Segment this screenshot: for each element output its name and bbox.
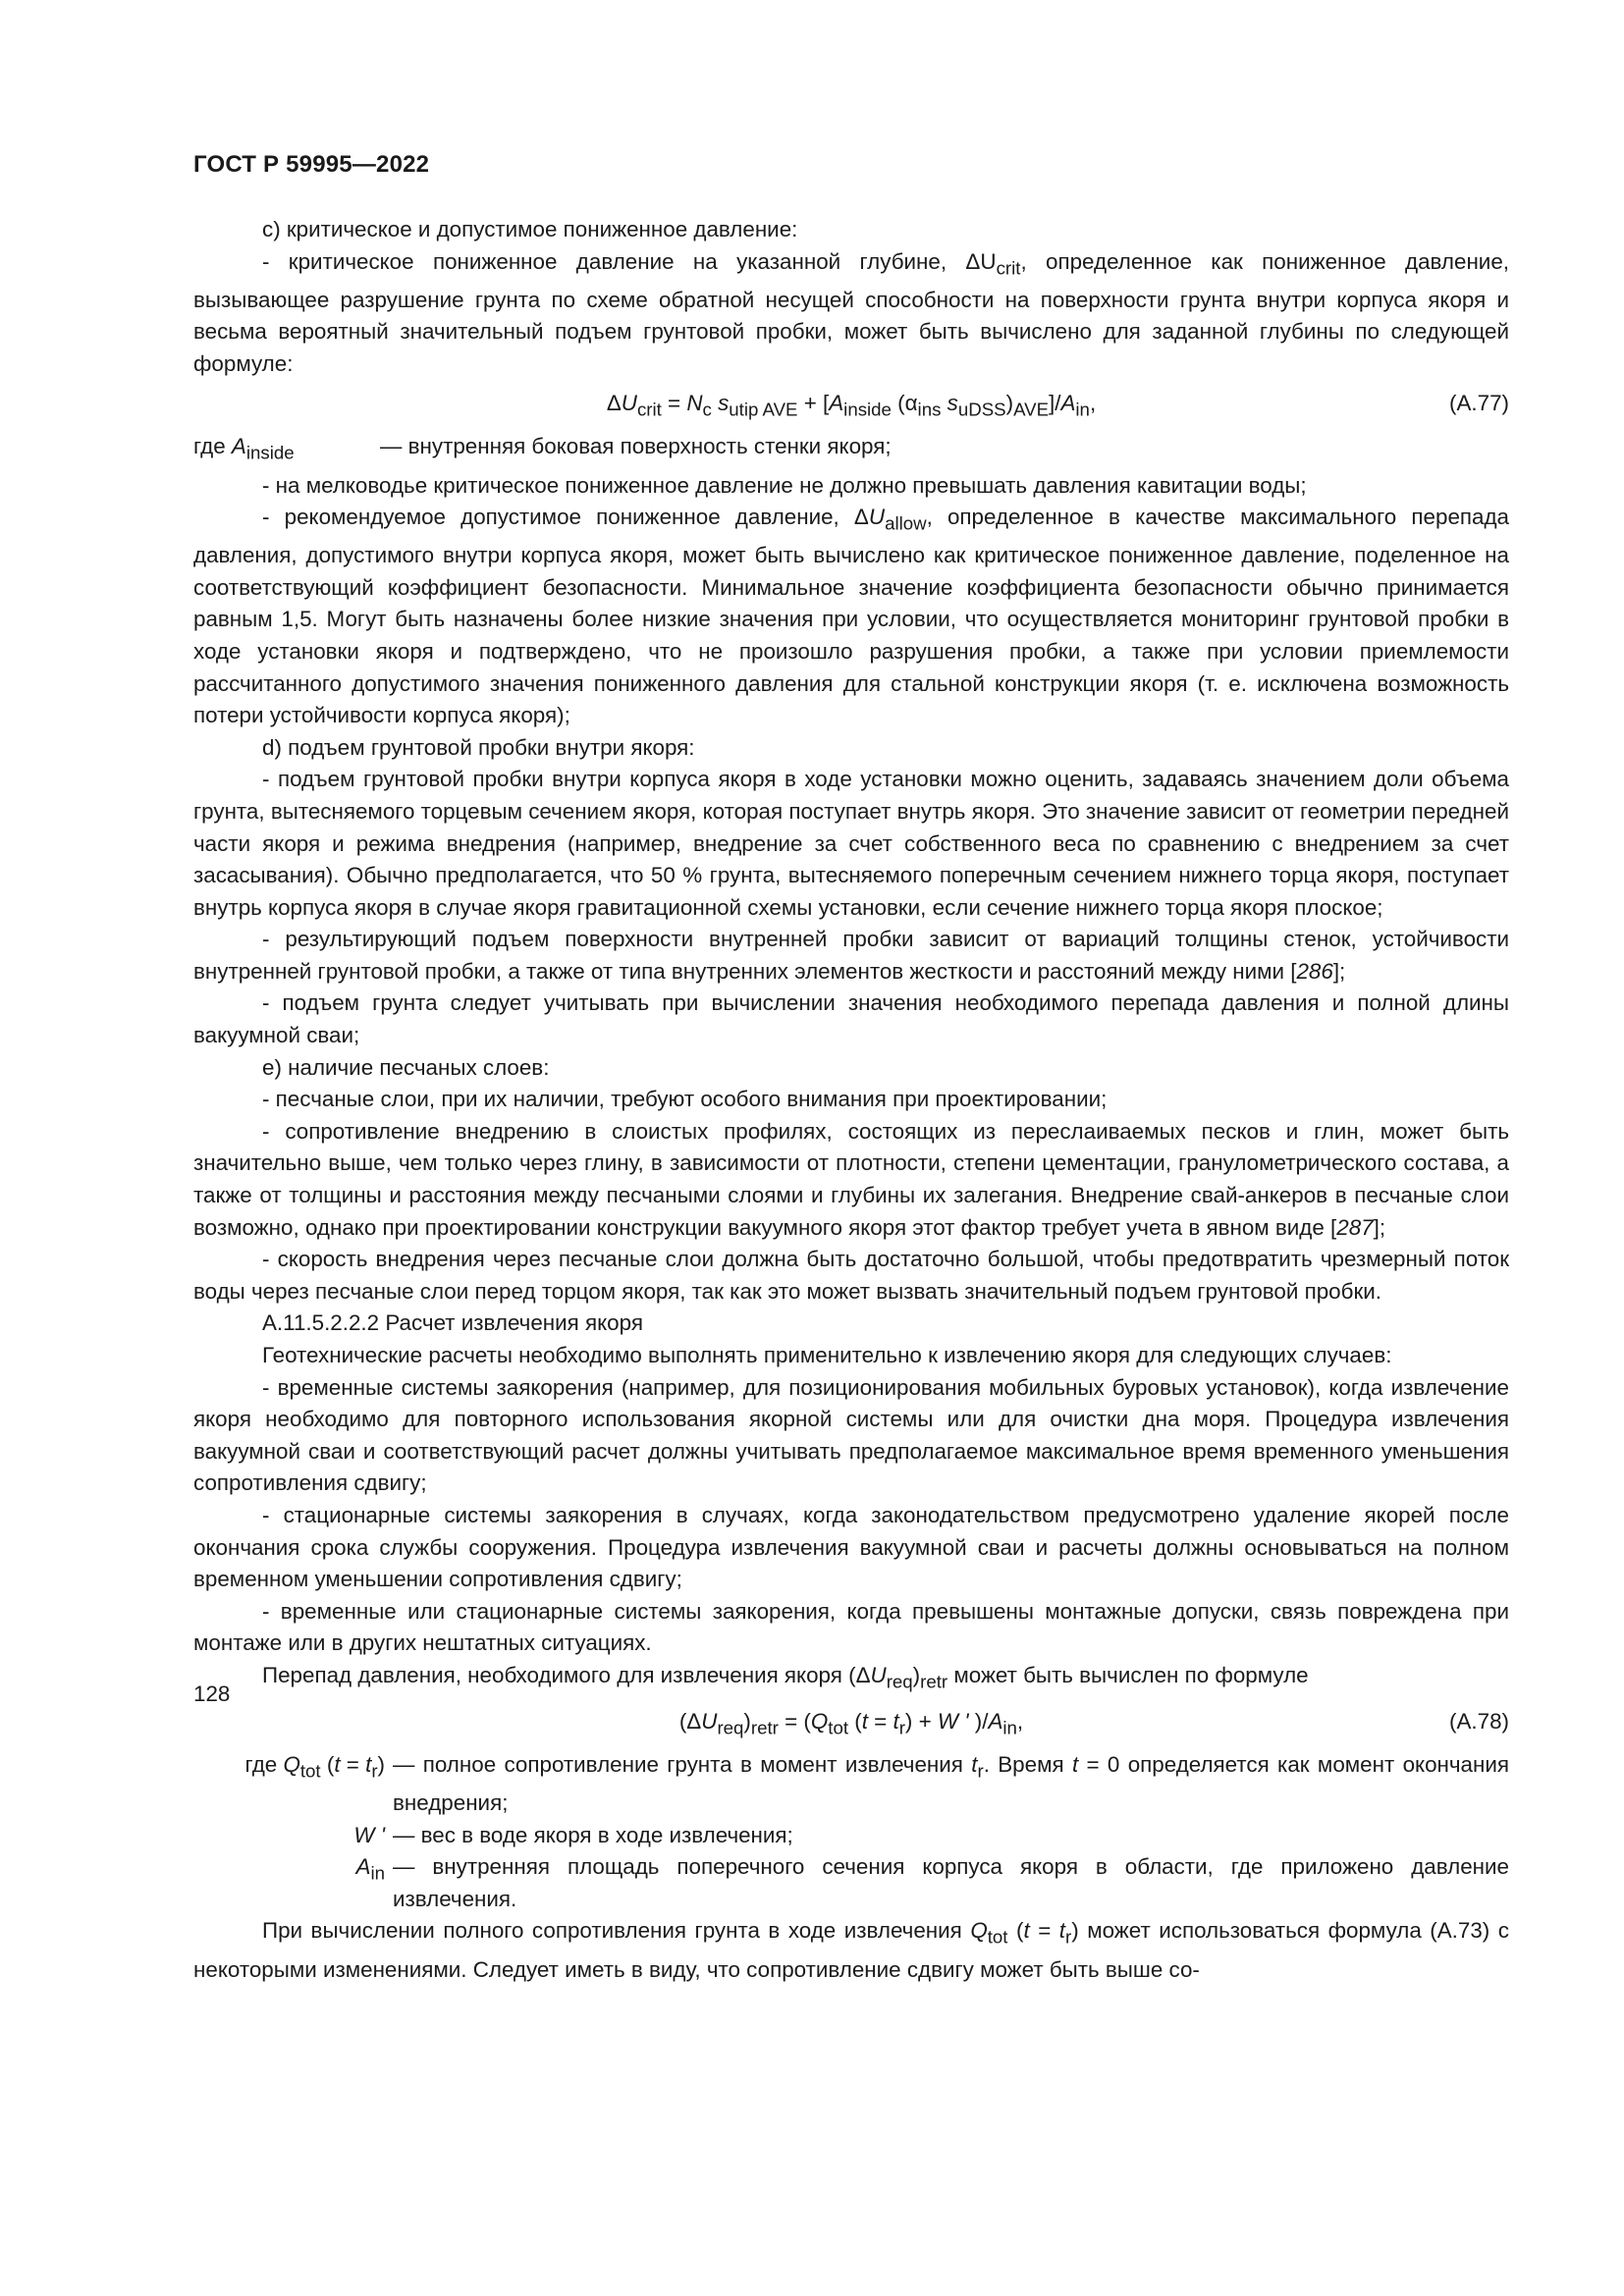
formula-a77	[193, 388, 1509, 421]
paragraph-geotechnical: Геотехнические расчеты необходимо выполнять применительно к извлечению якоря для следующих случаев:	[262, 1343, 1392, 1367]
reference-286: 286	[1296, 958, 1333, 984]
item-d-heading: d) подъем грунтовой пробки внутри якоря:	[262, 734, 695, 760]
where-clause-a78	[193, 1749, 1509, 1915]
formula-a77-number: (А.77)	[1449, 391, 1509, 416]
paragraph-plug-heave-3: - подъем грунта следует учитывать при вычислении значения необходимого перепада давления и полной длины вакуумной сваи;	[193, 990, 1509, 1048]
definition-q-tot: где $Q_{tot}$ $(t = t_r)$ — полное сопротивление грунта в момент извлечения $t_r$. Время t = 0 определяется как момент окончания внедрения;	[244, 1752, 1510, 1816]
document-header: ГОСТ Р 59995—2022	[193, 151, 430, 178]
section-heading-retrieval: А.11.5.2.2.2 Расчет извлечения якоря	[262, 1310, 643, 1336]
paragraph-shallow-water: - на мелководье критическое пониженное давление не должно превышать давления кавитации воды;	[262, 472, 1307, 498]
item-e-heading: e) наличие песчаных слоев:	[262, 1054, 550, 1080]
definition-a-in: $A_{in}$ — внутренняя площадь поперечного сечения корпуса якоря в области, где приложено давление извлечения.	[355, 1854, 1509, 1911]
paragraph-plug-heave-2: - результирующий подъем поверхности внутренней пробки зависит от вариаций толщины стенок, устойчивости внутренней грунтовой пробки, а также от типа внутренних элементов жесткости и расстояний между ними [286];	[193, 927, 1509, 984]
formula-a78-expression: $(\Delta U_{req})_{retr} = (Q_{tot}$ $(t = t_r) + W$ ' )$/A_{in}$,	[678, 1709, 1024, 1738]
paragraph-permanent-mooring: - стационарные системы заякорения в случаях, когда законодательством предусмотрено удаление якорей после окончания срока службы сооружения. Процедура извлечения вакуумной сваи и расчеты должны основываться на полном временном уменьшении сопротивления сдвигу;	[193, 1502, 1509, 1592]
paragraph-allowable-pressure: - рекомендуемое допустимое пониженное давление, $\Delta U_{allow}$, определенное в качестве максимального перепада давления, допустимого внутри корпуса якоря, может быть вычислено как критическое пониженное давление, поделенное на соответствующий коэффициент безопасности. Минимальное значение коэффициента безопасности обычно принимается равным 1,5. Могут быть назначены более низкие значения при условии, что осуществляется мониторинг грунтовой пробки в ходе установки якоря и подтверждено, что не произошло разрушения пробки, а также при условии приемлемости рассчитанного допустимого значения пониженного давления для стальной конструкции якоря (т. е. исключена возможность потери устойчивости корпуса якоря);	[193, 505, 1509, 728]
paragraph-sand-layers-2: - сопротивление внедрению в слоистых профилях, состоящих из переслаиваемых песков и глин, может быть значительно выше, чем только через глину, в зависимости от плотности, степени цементации, гранулометрического состава, а также от толщины и расстояния между песчаными слоями и глубины их залегания. Внедрение свай-анкеров в песчаные слои возможно, однако при проектировании конструкции вакуумного якоря этот фактор требует учета в явном виде [287];	[193, 1118, 1509, 1240]
paragraph-sand-layers-1: - песчаные слои, при их наличии, требуют особого внимания при проектировании;	[262, 1087, 1108, 1112]
paragraph-total-resistance: При вычислении полного сопротивления грунта в ходе извлечения $Q_{tot}$ $(t = t_r)$ может использоваться формула (А.73) с некоторыми изменениями. Следует иметь в виду, что сопротивление сдвигу может быть выше со-	[193, 1918, 1509, 1982]
reference-287: 287	[1336, 1214, 1374, 1240]
paragraph-critical-pressure: - критическое пониженное давление на указанной глубине, $\Delta U_{crit}$, определенное как пониженное давление, вызывающее разрушение грунта по схеме обратной несущей способности на поверхности грунта внутри корпуса якоря и весьма вероятный значительный подъем грунтовой пробки, может быть вычислено для заданной глубины по следующей формуле:	[193, 248, 1509, 376]
page-number: 128	[193, 1682, 231, 1706]
item-c-heading: c) критическое и допустимое пониженное давление:	[262, 217, 798, 241]
paragraph-pressure-difference: Перепад давления, необходимого для извлечения якоря $(\Delta U_{req})_{retr}$ может быть вычислен по формуле	[262, 1662, 1309, 1692]
paragraph-sand-layers-3: - скорость внедрения через песчаные слои должна быть достаточно большой, чтобы предотвратить чрезмерный поток воды через песчаные слои перед торцом якоря, так как это может вызвать значительный подъем грунтовой пробки.	[193, 1247, 1509, 1304]
formula-a78-number: (А.78)	[1449, 1709, 1509, 1734]
paragraph-plug-heave-1: - подъем грунтовой пробки внутри корпуса якоря в ходе установки можно оценить, задаваясь значением доли объема грунта, вытесняемого торцевым сечением якоря, которая поступает внутрь якоря. Это значение зависит от геометрии передней части якоря и режима внедрения (например, внедрение за счет собственного веса по сравнению с внедрением за счет засасывания). Обычно предполагается, что 50 % грунта, вытесняемого поперечным сечением нижнего торца якоря, поступает внутрь корпуса якоря в случае якоря гравитационной схемы установки, если сечение нижнего торца якоря плоское;	[193, 767, 1509, 920]
paragraph-temporary-mooring: - временные системы заякорения (например, для позиционирования мобильных буровых установок), когда извлечение якоря необходимо для повторного использования якорной системы или для очистки дна моря. Процедура извлечения вакуумной сваи и соответствующий расчет должны учитывать предполагаемое максимальное время временного уменьшения сопротивления сдвигу;	[193, 1374, 1509, 1496]
formula-a78	[193, 1706, 1509, 1739]
paragraph-tolerances: - временные или стационарные системы заякорения, когда превышены монтажные допуски, связь поврежденa при монтаже или в других нештатных ситуациях.	[193, 1598, 1509, 1656]
document-body	[193, 214, 1509, 1986]
where-clause-a-inside: где $A_{inside}$ — внутренняя боковая поверхность стенки якоря;	[193, 434, 892, 463]
formula-a77-expression: $\Delta U_{crit} = N_c$ $s_{utip AVE} + [A_{inside}$ ($\alpha_{ins}$ $s_{uDSS})_{AVE}]/A_{in}$,	[606, 391, 1097, 420]
definition-w: W ' — вес в воде якоря в ходе извлечения;	[353, 1822, 793, 1847]
